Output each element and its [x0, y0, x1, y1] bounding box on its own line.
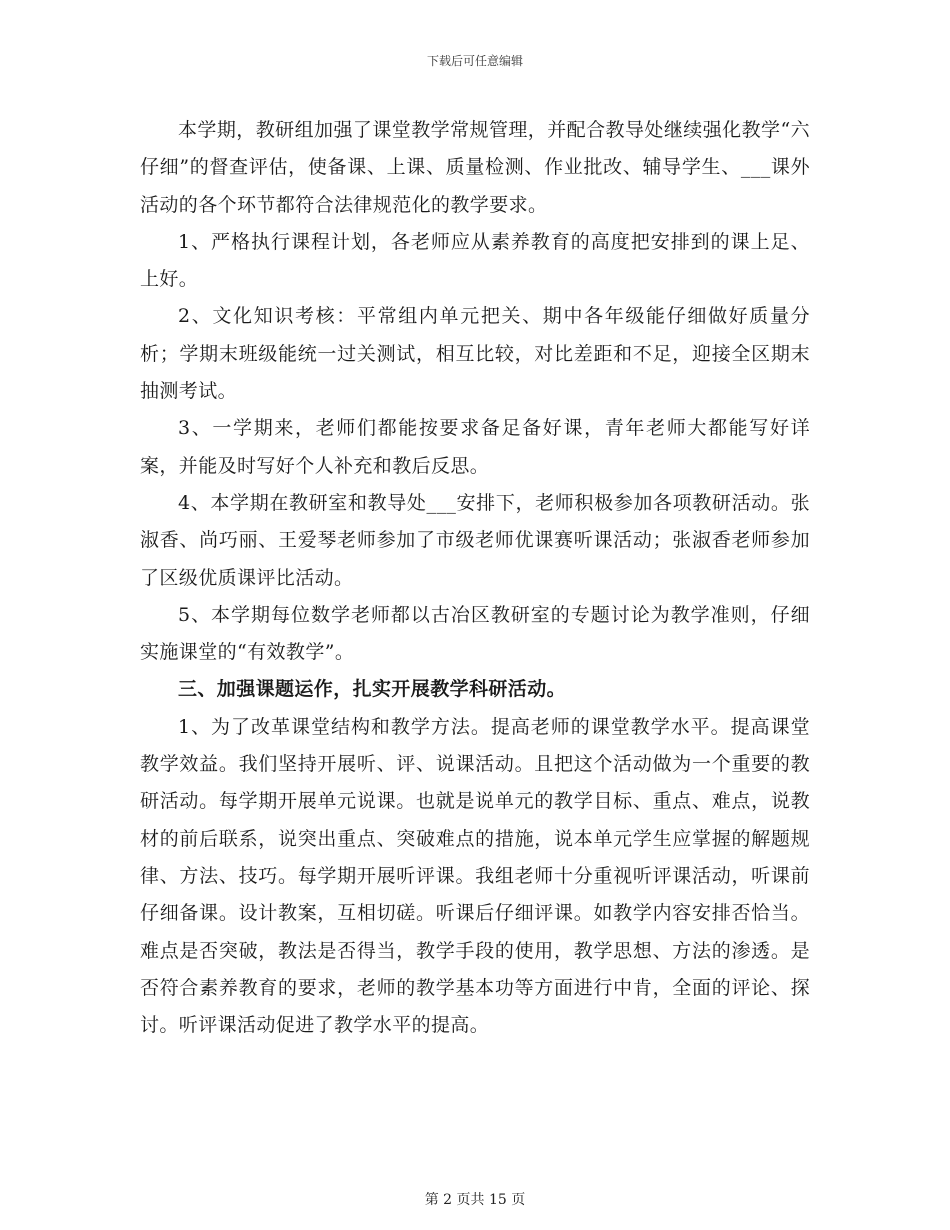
paragraph-item-2-assessment: 2、文化知识考核：平常组内单元把关、期中各年级能仔细做好质量分析；学期末班级能统一过关测试，相互比较，对比差距和不足，迎接全区期末抽测考试。: [140, 305, 810, 403]
section-heading-three: 三、加强课题运作，扎实开展教学科研活动。: [178, 678, 567, 701]
paragraph-lesson-evaluation: 1、为了改革课堂结构和教学方法。提高老师的课堂教学水平。提高课堂教学效益。我们坚持开展听、评、说课活动。且把这个活动做为一个重要的教研活动。每学期开展单元说课。也就是说单元的教学目标、重点、难点，说教材的前后联系，说突出重点、突破难点的措施，说本单元学生应掌握的解题规律、方法、技巧。每学期开展听评课。我组老师十分重视听评课活动，听课前仔细备课。设计教案，互相切磋。听课后仔细评课。如教学内容安排否恰当。难点是否突破，教法是否得当，教学手段的使用，教学思想、方法的渗透。是否符合素养教育的要求，老师的教学基本功等方面进行中肯，全面的评论、探讨。听评课活动促进了教学水平的提高。: [140, 715, 810, 1037]
document-body: [140, 112, 810, 1044]
paragraph-routine-management: 本学期，教研组加强了课堂教学常规管理，并配合教导处继续强化教学“六仔细”的督查评估，使备课、上课、质量检测、作业批改、辅导学生、___课外活动的各个环节都符合法律规范化的教学要求。: [140, 119, 810, 216]
paragraph-item-5-effective-teaching: 5、本学期每位数学老师都以古冶区教研室的专题讨论为教学准则，仔细实施课堂的“有效教学”。: [140, 603, 810, 664]
paragraph-item-1-course-plan: 1、严格执行课程计划，各老师应从素养教育的高度把安排到的课上足、上好。: [140, 230, 810, 291]
page-header: 下载后可任意编辑: [426, 54, 523, 68]
paragraph-item-3-lesson-prep: 3、一学期来，老师们都能按要求备足备好课，青年老师大都能写好详案，并能及时写好个人补充和教后反思。: [140, 417, 810, 477]
paragraph-item-4-teaching-research: 4、本学期在教研室和教导处___安排下，老师积极参加各项教研活动。张淑香、尚巧丽、王爱琴老师参加了市级老师优课赛听课活动；张淑香老师参加了区级优质课评比活动。: [140, 491, 810, 589]
page-number-footer: 第 2 页共 15 页: [424, 1192, 526, 1208]
